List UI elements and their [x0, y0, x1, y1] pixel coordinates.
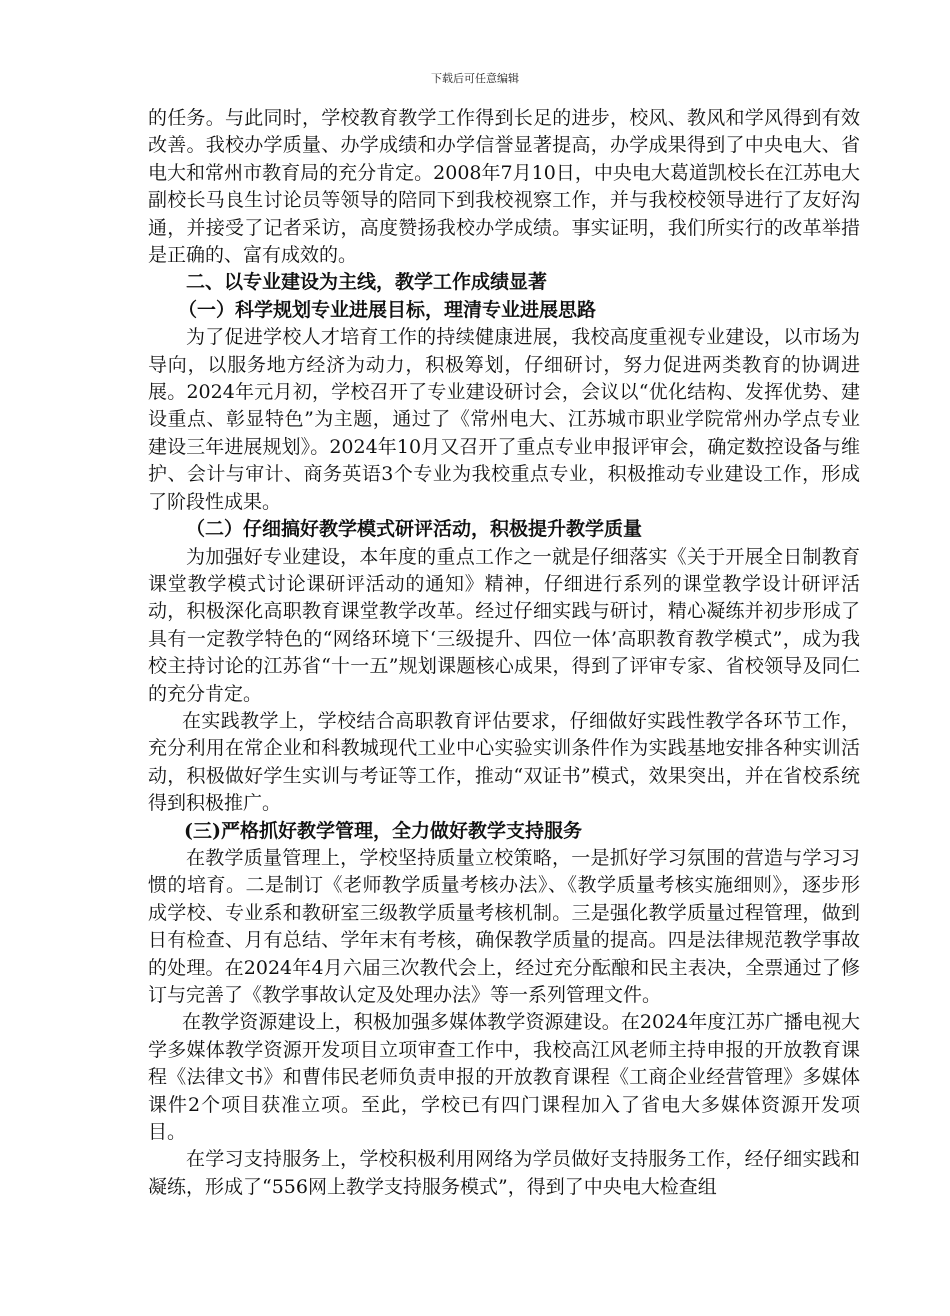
subsection-heading-3: (三)严格抓好教学管理，全力做好教学支持服务 [184, 819, 582, 842]
paragraph-intro: 的任务。与此同时，学校教育教学工作得到长足的进步，校风、教风和学风得到有效改善。我校办学质量、办学成绩和办学信誉显著提高，办学成果得到了中央电大、省电大和常州市教育局的充分肯定。2008年7月10日，中央电大葛道凯校长在江苏电大副校长马良生讨论员等领导的陪同下到我校视察工作，并与我校校领导进行了友好沟通，并接受了记者采访，高度赞扬我校办学成绩。事实证明，我们所实行的改革举措是正确的、富有成效的。 [148, 107, 860, 267]
paragraph-resource-building: 在教学资源建设上，积极加强多媒体教学资源建设。在2024年度江苏广播电视大学多媒体教学资源开发项目立项审查工作中，我校高江风老师主持申报的开放教育课程《法律文书》和曹伟民老师负责申报的开放教育课程《工商企业经营管理》多媒体课件2个项目获准立项。至此，学校已有四门课程加入了省电大多媒体资源开发项目。 [148, 1011, 860, 1144]
paragraph-teaching-mode: 为加强好专业建设，本年度的重点工作之一就是仔细落实《关于开展全日制教育课堂教学模式讨论课研评活动的通知》精神，仔细进行系列的课堂教学设计研评活动，积极深化高职教育课堂教学改革。经过仔细实践与研讨，精心凝练并初步形成了具有一定教学特色的“网络环境下‘三级提升、四位一体’高职教育教学模式”，成为我校主持讨论的江苏省“十一五”规划课题核心成果，得到了评审专家、省校领导及同仁的充分肯定。 [148, 545, 860, 705]
paragraph-practice-teaching: 在实践教学上，学校结合高职教育评估要求，仔细做好实践性教学各环节工作，充分利用在常企业和科教城现代工业中心实验实训条件作为实践基地安排各种实训活动，积极做好学生实训与考证等工作，推动“双证书”模式，效果突出，并在省校系统得到积极推广。 [148, 709, 860, 815]
subsection-heading-1: （一）科学规划专业进展目标，理清专业进展思路 [178, 298, 597, 321]
paragraph-quality-management: 在教学质量管理上，学校坚持质量立校策略，一是抓好学习氛围的营造与学习习惯的培育。二是制订《老师教学质量考核办法》、《教学质量考核实施细则》，逐步形成学校、专业系和教研室三级教学质量考核机制。三是强化教学质量过程管理，做到日有检查、月有总结、学年末有考核，确保教学质量的提高。四是法律规范教学事故的处理。在2024年4月六届三次教代会上，经过充分酝酿和民主表决，全票通过了修订与完善了《教学事故认定及处理办法》等一系列管理文件。 [148, 846, 860, 1006]
document-body [148, 105, 860, 1201]
section-heading-2: 二、以专业建设为主线，教学工作成绩显著 [186, 271, 548, 294]
paragraph-learning-support: 在学习支持服务上，学校积极利用网络为学员做好支持服务工作，经仔细实践和凝练，形成了“556网上教学支持服务模式”，得到了中央电大检查组 [148, 1148, 860, 1198]
subsection-heading-2: （二）仔细搞好教学模式研评活动，积极提升教学质量 [186, 518, 643, 541]
page-header-note: 下载后可任意编辑 [431, 72, 519, 85]
paragraph-professional-planning: 为了促进学校人才培育工作的持续健康进展，我校高度重视专业建设，以市场为导向，以服务地方经济为动力，积极筹划，仔细研讨，努力促进两类教育的协调进展。2024年元月初，学校召开了专业建设研讨会，会议以“优化结构、发挥优势、建设重点、彰显特色”为主题，通过了《常州电大、江苏城市职业学院常州办学点专业建设三年进展规划》。2024年10月又召开了重点专业申报评审会，确定数控设备与维护、会计与审计、商务英语3个专业为我校重点专业，积极推动专业建设工作，形成了阶段性成果。 [148, 326, 860, 513]
